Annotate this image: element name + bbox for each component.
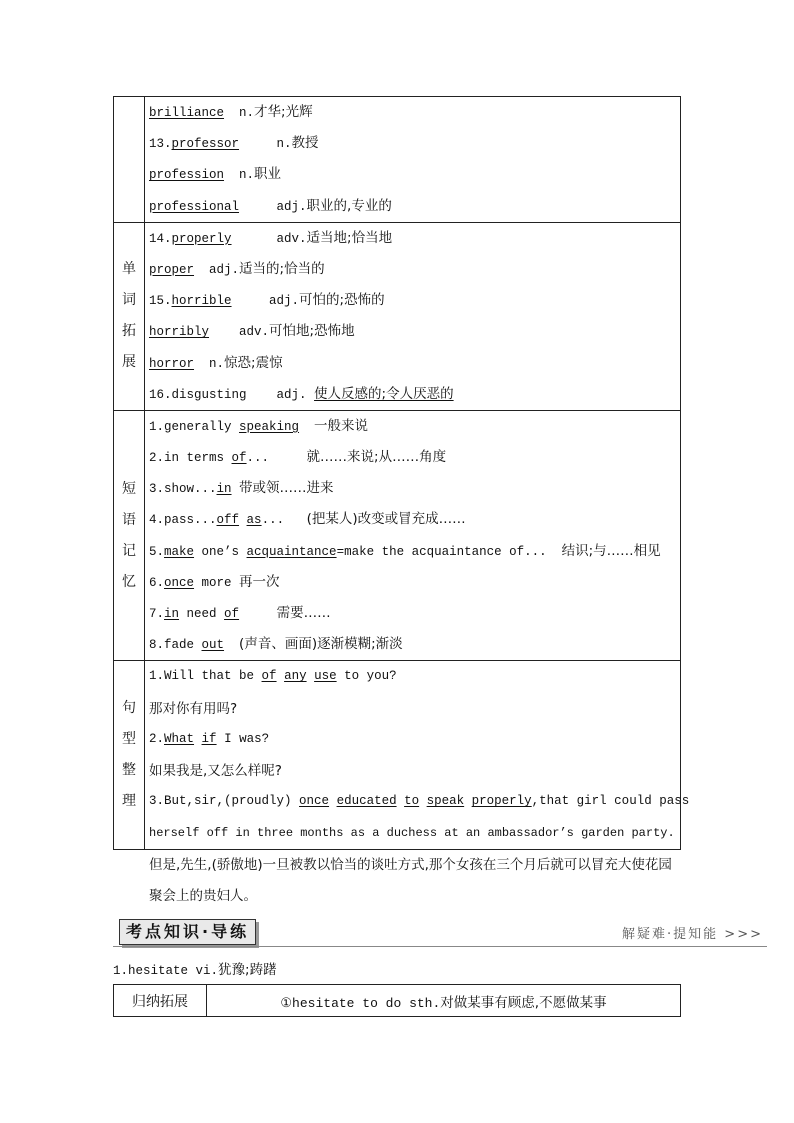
sentence-paragraph: herself off in three months as a duchess at an ambassador’s garden party.但是,先生,(骄傲地)一旦被教以恰当的谈吐方式,那个女孩在三个月后就可以冒充大使花园聚会上的贵妇人。 [149,826,675,904]
section-banner [113,917,767,947]
vocab-line: brilliance n.才华;光辉 [149,104,313,120]
main-table [113,96,690,904]
banner-divider [113,946,767,947]
vocab-continuation-cell [145,97,681,223]
phrases-row [114,410,681,661]
sentence-line: 1.Will that be of any use to you? [149,669,397,684]
banner-title: 考点知识·导练 [119,919,256,945]
phrase-line: 3.show...in 带或领……进来 [149,480,334,497]
phrases-cell [145,410,681,661]
empty-category-cell [114,97,145,223]
vocab-line: profession n.职业 [149,166,282,183]
phrase-line: 8.fade out (声音、画面)逐渐模糊;渐淡 [149,636,403,653]
vocab-continuation-row [114,97,681,223]
vocab-line: horribly adv.可怕地;恐怖地 [149,323,355,340]
section-heading: 1.hesitate vi.犹豫;踌躇 [113,962,277,978]
sentence-line: 3.But,sir,(proudly) once educated to speak properly,that girl could pass [149,794,690,809]
vocab-line: 13.professor n.教授 [149,135,319,152]
vocab-row [114,222,681,410]
vocab-line: 14.properly adv.适当地;恰当地 [149,229,393,246]
sentences-category: 句 型 整 理 [114,661,145,849]
summary-label: 归纳拓展 [114,985,207,1017]
phrase-line: 5.make one’s acquaintance=make the acquaintance of... 结识;与……相见 [149,542,661,559]
phrase-line: 2.in terms of... 就……来说;从……角度 [149,449,447,466]
phrase-line: 1.generally speaking 一般来说 [149,417,369,434]
phrase-line: 6.once more 再一次 [149,573,280,590]
summary-row [114,985,681,1017]
vocab-cell [145,222,681,410]
sentence-translation: 如果我是,又怎么样呢? [149,762,282,779]
sentences-row [114,661,681,849]
vocab-line: proper adj.适当的;恰当的 [149,260,325,277]
sentence-line: 2.What if I was? [149,731,270,746]
sentences-cell [145,661,690,904]
summary-table [113,984,681,1017]
phrase-line: 4.pass...off as... (把某人)改变或冒充成…… [149,511,466,528]
summary-content: ①hesitate to do sth.对做某事有顾虑,不愿做某事 [207,985,681,1017]
vocab-category: 单 词 拓 展 [114,222,145,410]
vocab-line: horror n.惊恐;震惊 [149,354,283,371]
vocab-line: 15.horrible adj.可怕的;恐怖的 [149,292,385,309]
vocab-line: professional adj.职业的,专业的 [149,197,392,214]
phrase-line: 7.in need of 需要…… [149,605,331,621]
banner-subtitle: 解疑难·提知能 >>> [622,927,763,942]
vocab-line: 16.disgusting adj. 使人反感的;令人厌恶的 [149,385,454,402]
phrases-category: 短 语 记 忆 [114,410,145,661]
sentence-translation: 那对你有用吗? [149,700,238,717]
